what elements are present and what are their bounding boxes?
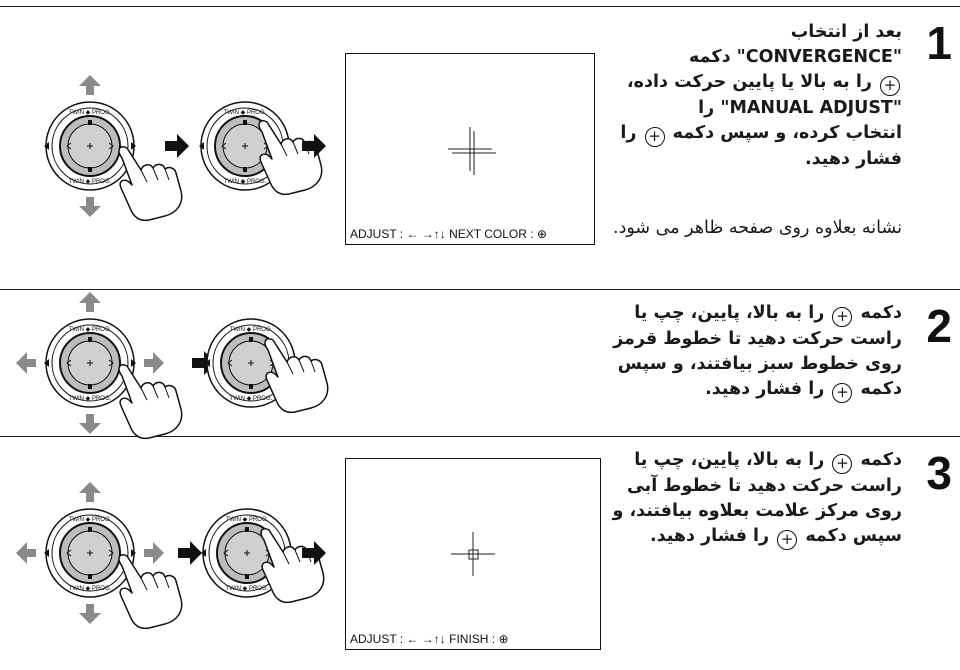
step-line-text: انتخاب کرده، و سپس دکمه (672, 123, 902, 143)
joystick-control-icon (16, 482, 182, 628)
plus-button-icon: + (832, 307, 852, 327)
step-number: 3 (926, 447, 952, 499)
joystick-label-top: TWIN ◆ PROG. (225, 517, 269, 523)
plus-button-icon: + (645, 127, 665, 147)
joystick-label-top: TWIN ◆ PROG. (68, 327, 112, 333)
pressing-hand-icon (119, 147, 182, 221)
down-arrow-icon (79, 604, 101, 624)
up-arrow-icon (79, 482, 101, 502)
step-line-text: دکمه (860, 379, 902, 399)
joystick-label-bottom: TWIN ◆ PROG. (68, 179, 112, 185)
joystick-label-bottom: TWIN ◆ PROG. (229, 396, 273, 402)
joystick-label-bottom: TWIN ◆ PROG. (68, 586, 112, 592)
step-number: 1 (926, 17, 952, 69)
step-line: راست حرکت دهيد تا خطوط آبی (626, 476, 902, 496)
step-line-text: را فشار دهيد. (705, 379, 825, 399)
step-note: نشانه بعلاوه روی صفحه ظاهر می شود. (613, 218, 902, 238)
step-line-text: را (620, 123, 637, 143)
left-arrow-icon (16, 352, 36, 374)
up-arrow-icon (79, 75, 101, 95)
down-arrow-icon (79, 197, 101, 217)
step-number: 2 (926, 300, 952, 352)
joystick-label-top: TWIN ◆ PROG. (229, 327, 273, 333)
plus-button-icon: + (777, 530, 797, 550)
step-line: بعد از انتخاب (790, 22, 902, 42)
right-arrow-icon (178, 541, 202, 565)
joystick-control-icon (44, 75, 182, 220)
right-arrow-icon (165, 134, 189, 158)
pressing-hand-icon (119, 555, 182, 629)
step-line-text: را به بالا، پايين، چپ يا (634, 303, 825, 323)
joystick-label-top: TWIN ◆ PROG. (223, 110, 267, 116)
plus-button-icon: + (832, 454, 852, 474)
left-arrow-icon (16, 542, 36, 564)
joystick-control-icon (205, 319, 328, 412)
right-arrow-icon (144, 352, 164, 374)
step-line: فشار دهيد. (804, 149, 902, 169)
plus-button-icon: + (832, 383, 852, 403)
up-arrow-icon (79, 292, 101, 312)
joystick-label-bottom: TWIN ◆ PROG. (225, 586, 269, 592)
down-arrow-icon (79, 414, 101, 434)
step-line-text: را به بالا، پايين، چپ يا (634, 450, 825, 470)
joystick-control-icon (16, 292, 182, 438)
joystick-label-bottom: TWIN ◆ PROG. (68, 396, 112, 402)
pressing-hand-icon (119, 365, 182, 439)
screen-caption: ADJUST : ← →↑↓ FINISH : ⊕ (350, 632, 509, 646)
step-line: "MANUAL ADJUST" را (698, 98, 902, 118)
step-line-text: را فشار دهيد. (649, 526, 770, 546)
joystick-label-top: TWIN ◆ PROG. (68, 517, 112, 523)
joystick-label-top: TWIN ◆ PROG. (68, 110, 112, 116)
step-line-text: دکمه (860, 303, 902, 323)
step-line: "CONVERGENCE" دکمه (689, 47, 902, 67)
step-line: روی مرکز علامت بعلاوه بيافتند، و (612, 501, 902, 521)
joystick-label-bottom: TWIN ◆ PROG. (223, 179, 267, 185)
right-arrow-icon (144, 542, 164, 564)
step-line: راست حرکت دهيد تا خطوط قرمز (613, 329, 902, 349)
step-line-text: سپس دکمه (805, 526, 902, 546)
step-line-text: را به بالا يا پايين حرکت داده، (627, 72, 872, 92)
screen-caption: ADJUST : ← →↑↓ NEXT COLOR : ⊕ (350, 227, 547, 241)
pressing-hand-icon (261, 529, 324, 603)
plus-button-icon: + (880, 76, 900, 96)
pressing-hand-icon (265, 339, 328, 413)
step-line-text: دکمه (860, 450, 902, 470)
step-line: روی خطوط سبز بيافتند، و سپس (617, 354, 902, 374)
